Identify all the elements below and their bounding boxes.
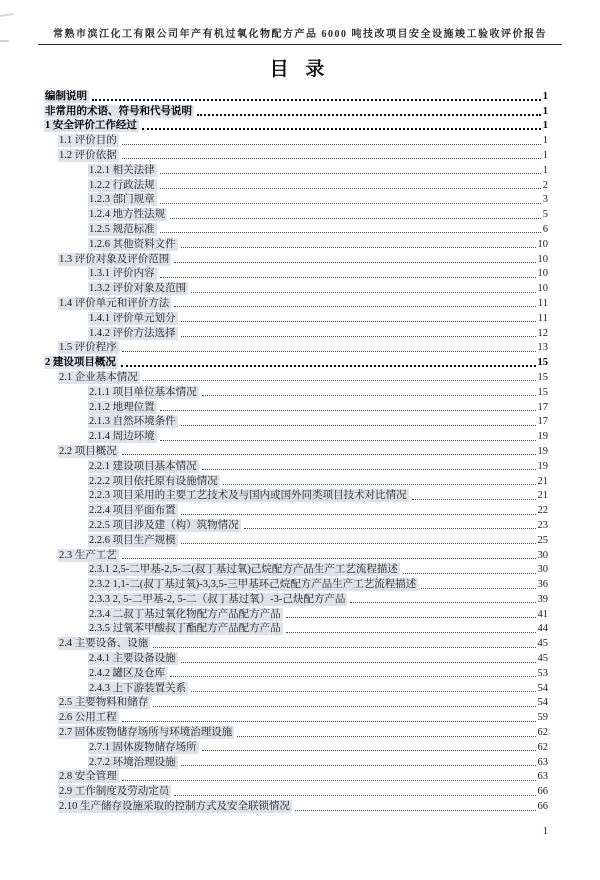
toc-entry	[44, 428, 548, 443]
toc-entry-label: 2.4.3 上下游装置关系	[89, 682, 187, 694]
dot-leader	[160, 440, 536, 441]
dot-leader	[174, 795, 535, 796]
toc-entry-label: 2.5 主要物料和储存	[59, 697, 149, 709]
toc-entry-label: 1 安全评价工作经过	[45, 120, 137, 132]
toc-entry	[44, 606, 548, 621]
toc-entry	[44, 192, 548, 207]
toc-entry-page: 63	[537, 756, 548, 768]
dot-leader	[202, 750, 536, 751]
dot-leader	[122, 721, 536, 722]
running-header-text: 常熟市滨江化工有限公司年产有机过氧化物配方产品 6000 吨技改项目安全设施竣工验收评价报告	[53, 29, 547, 40]
toc-entry	[44, 325, 548, 340]
toc-entry-label: 2.8 安全管理	[59, 771, 117, 783]
toc-entry-page: 1	[542, 105, 548, 117]
toc-entry-label: 2.4.2 罐区及仓库	[89, 667, 166, 679]
toc-entry-page: 22	[537, 505, 548, 517]
toc-entry-label: 2.3 生产工艺	[59, 549, 117, 561]
toc-entry-page: 62	[537, 727, 548, 739]
toc-entry	[44, 562, 548, 577]
toc-entry-page: 36	[537, 579, 548, 591]
dot-leader	[295, 810, 536, 811]
toc-entry-label: 2.6 公用工程	[59, 712, 117, 724]
toc-entry	[44, 266, 548, 281]
toc-entry	[44, 295, 548, 310]
toc-entry-page: 11	[537, 297, 548, 309]
toc-entry	[44, 414, 548, 429]
dot-leader	[181, 247, 536, 248]
toc-entry-page: 54	[537, 682, 548, 694]
dot-leader	[160, 188, 541, 189]
toc-entry-label: 1.2.1 相关法律	[89, 164, 155, 176]
toc-entry	[44, 591, 548, 606]
toc-entry-page: 1	[542, 90, 548, 102]
toc-entry-page: 1	[542, 120, 548, 132]
dot-leader	[122, 351, 536, 352]
dot-leader	[403, 573, 536, 574]
toc-entry-label: 1.4.2 评价方法选择	[89, 327, 176, 339]
toc-entry-page: 13	[537, 342, 548, 354]
toc-entry-page: 45	[537, 638, 548, 650]
toc-title: 目 录	[269, 59, 331, 80]
toc-entry-label: 2.9 工作制度及劳动定员	[59, 786, 170, 798]
toc-list	[44, 88, 548, 813]
dot-leader	[412, 499, 536, 500]
toc-entry-label: 2.7 固体废物储存场所与环境治理设施	[59, 727, 233, 739]
dot-leader	[191, 691, 535, 692]
toc-entry-label: 2.2 项目概况	[59, 445, 117, 457]
toc-entry	[44, 221, 548, 236]
toc-entry-label: 1.2.3 部门规章	[89, 194, 155, 206]
toc-entry-page: 45	[537, 653, 548, 665]
page-number: 1	[542, 826, 548, 837]
toc-entry	[44, 754, 548, 769]
toc-entry	[44, 88, 548, 103]
toc-entry-label: 编制说明	[45, 90, 87, 102]
dot-leader	[237, 736, 535, 737]
dot-leader	[421, 588, 535, 589]
toc-entry	[44, 280, 548, 295]
dot-leader	[286, 632, 536, 633]
dot-leader	[153, 647, 535, 648]
toc-entry-label: 2.2.2 项目依托原有设施情况	[89, 475, 218, 487]
dot-leader	[122, 454, 536, 455]
toc-entry-page: 25	[537, 534, 548, 546]
toc-entry-page: 2	[542, 179, 548, 191]
dot-leader	[191, 292, 535, 293]
toc-entry-page: 19	[537, 445, 548, 457]
toc-entry	[44, 103, 548, 118]
toc-entry-label: 2.2.1 建设项目基本情况	[89, 460, 197, 472]
toc-entry-page: 44	[537, 623, 548, 635]
toc-entry	[44, 695, 548, 710]
toc-entry-label: 2.2.3 项目采用的主要工艺技术及与国内或国外同类项目技术对比情况	[89, 490, 407, 502]
toc-entry-label: 1.4.1 评价单元划分	[89, 312, 176, 324]
toc-entry-label: 1.2.5 规范标准	[89, 223, 155, 235]
dot-leader	[181, 425, 536, 426]
dot-leader	[350, 602, 535, 603]
toc-entry-label: 2.2.6 项目生产规模	[89, 534, 176, 546]
toc-entry-page: 39	[537, 593, 548, 605]
toc-entry	[44, 517, 548, 532]
toc-entry	[44, 132, 548, 147]
toc-entry	[44, 473, 548, 488]
toc-entry	[44, 724, 548, 739]
toc-entry-page: 5	[542, 209, 548, 221]
toc-entry-label: 1.3.2 评价对象及范围	[89, 283, 187, 295]
toc-entry-page: 66	[537, 801, 548, 813]
toc-entry-label: 1.3 评价对象及评价范围	[59, 253, 170, 265]
dot-leader	[122, 144, 541, 145]
toc-entry-label: 1.2.4 地方性法规	[89, 209, 166, 221]
toc-entry-label: 2.1.1 项目单位基本情况	[89, 386, 197, 398]
toc-entry-label: 1.2.2 行政法规	[89, 179, 155, 191]
toc-entry	[44, 147, 548, 162]
toc-entry	[44, 650, 548, 665]
toc-entry-label: 2.3.1 2,5-二甲基-2,5-二(叔丁基过氧)己烷配方产品生产工艺流程描述	[89, 564, 398, 576]
toc-entry-page: 54	[537, 697, 548, 709]
toc-entry-page: 10	[537, 253, 548, 265]
toc-entry-page: 19	[537, 460, 548, 472]
toc-entry-page: 21	[537, 490, 548, 502]
toc-entry-page: 12	[537, 327, 548, 339]
dot-leader	[121, 365, 536, 367]
toc-entry	[44, 488, 548, 503]
dot-leader	[142, 128, 541, 130]
running-header	[38, 25, 562, 45]
dot-leader	[143, 380, 536, 381]
dot-leader	[160, 232, 541, 233]
toc-entry-page: 23	[537, 519, 548, 531]
toc-entry	[44, 236, 548, 251]
dot-leader	[122, 558, 536, 559]
toc-entry-label: 2.3.4 二叔丁基过氧化物配方产品配方产品	[89, 608, 281, 620]
toc-entry	[44, 783, 548, 798]
toc-entry-label: 2.7.1 固体废物储存场所	[89, 741, 197, 753]
toc-entry-label: 2.4 主要设备、设施	[59, 638, 149, 650]
toc-entry-label: 非常用的术语、符号和代号说明	[45, 105, 192, 117]
toc-entry-label: 2.3.3 2, 5-二甲基-2, 5-二（叔丁基过氧）-3-己炔配方产品	[89, 593, 346, 605]
toc-entry-page: 62	[537, 741, 548, 753]
toc-entry-page: 1	[542, 149, 548, 161]
toc-entry	[44, 709, 548, 724]
toc-entry	[44, 354, 548, 369]
toc-entry-label: 1.3.1 评价内容	[89, 268, 155, 280]
toc-entry	[44, 769, 548, 784]
toc-entry-page: 15	[537, 357, 548, 369]
toc-entry-page: 10	[537, 283, 548, 295]
toc-entry	[44, 532, 548, 547]
dot-leader	[122, 158, 541, 159]
dot-leader	[174, 262, 535, 263]
toc-entry-label: 2.7.2 环境治理设施	[89, 756, 176, 768]
toc-entry-label: 2.1.2 地理位置	[89, 401, 155, 413]
toc-entry	[44, 310, 548, 325]
toc-entry	[44, 118, 548, 133]
dot-leader	[223, 484, 536, 485]
dot-leader	[160, 203, 541, 204]
toc-entry-page: 66	[537, 786, 548, 798]
toc-entry-label: 2.1.3 自然环境条件	[89, 416, 176, 428]
toc-entry	[44, 340, 548, 355]
toc-entry-label: 2.2.4 项目平面布置	[89, 505, 176, 517]
toc-entry	[44, 576, 548, 591]
dot-leader	[174, 306, 536, 307]
toc-entry-page: 30	[537, 549, 548, 561]
toc-entry-page: 6	[542, 223, 548, 235]
toc-entry	[44, 458, 548, 473]
dot-leader	[244, 528, 536, 529]
toc-entry-label: 1.2 评价依据	[59, 149, 117, 161]
dot-leader	[181, 514, 536, 515]
toc-entry	[44, 665, 548, 680]
scan-artifact	[0, 13, 14, 17]
toc-entry-label: 1.2.6 其他资料文件	[89, 238, 176, 250]
toc-entry	[44, 680, 548, 695]
dot-leader	[181, 662, 536, 663]
dot-leader	[170, 676, 535, 677]
dot-leader	[160, 173, 541, 174]
toc-entry-label: 1.1 评价目的	[59, 135, 117, 147]
toc-entry	[44, 162, 548, 177]
toc-entry-page: 10	[537, 238, 548, 250]
toc-entry-label: 2 建设项目概况	[45, 357, 116, 369]
toc-entry-page: 41	[537, 608, 548, 620]
dot-leader	[160, 277, 536, 278]
toc-entry-label: 2.10 生产储存设施采取的控制方式及安全联锁情况	[59, 801, 290, 813]
toc-entry	[44, 251, 548, 266]
toc-entry-page: 1	[542, 135, 548, 147]
toc-entry-page: 53	[537, 667, 548, 679]
dot-leader	[202, 469, 536, 470]
scan-artifact	[0, 40, 9, 42]
toc-entry-label: 2.3.5 过氧苯甲酸叔丁酯配方产品配方产品	[89, 623, 281, 635]
dot-leader	[202, 395, 536, 396]
toc-entry-label: 1.5 评价程序	[59, 342, 117, 354]
toc-entry	[44, 177, 548, 192]
toc-entry-page: 10	[537, 268, 548, 280]
toc-entry	[44, 443, 548, 458]
toc-entry-label: 2.2.5 项目涉及建（构）筑物情况	[89, 519, 239, 531]
dot-leader	[181, 765, 536, 766]
dot-leader	[181, 336, 536, 337]
dot-leader	[92, 99, 541, 101]
toc-entry-page: 15	[537, 371, 548, 383]
toc-entry-page: 3	[542, 194, 548, 206]
toc-entry-page: 15	[537, 386, 548, 398]
toc-entry-label: 1.4 评价单元和评价方法	[59, 297, 170, 309]
toc-entry	[44, 635, 548, 650]
toc-entry-page: 21	[537, 475, 548, 487]
dot-leader	[122, 780, 536, 781]
toc-entry-page: 11	[537, 312, 548, 324]
toc-entry-page: 19	[537, 431, 548, 443]
toc-entry	[44, 399, 548, 414]
toc-entry	[44, 384, 548, 399]
toc-entry	[44, 739, 548, 754]
toc-entry-page: 30	[537, 564, 548, 576]
toc-entry	[44, 502, 548, 517]
toc-entry-page: 59	[537, 712, 548, 724]
dot-leader	[181, 543, 536, 544]
dot-leader	[153, 706, 535, 707]
toc-entry	[44, 206, 548, 221]
toc-entry-label: 2.4.1 主要设备设施	[89, 653, 176, 665]
toc-entry	[44, 621, 548, 636]
dot-leader	[170, 218, 541, 219]
toc-entry-page: 1	[542, 164, 548, 176]
toc-entry-page: 17	[537, 416, 548, 428]
dot-leader	[286, 617, 536, 618]
dot-leader	[197, 114, 541, 116]
toc-entry-label: 2.1 企业基本情况	[59, 371, 138, 383]
toc-entry-label: 2.1.4 周边环境	[89, 431, 155, 443]
toc-entry-label: 2.3.2 1,1-二(叔丁基过氧)-3,3,5-三甲基环己烷配方产品生产工艺流程描述	[89, 579, 417, 591]
toc-entry-page: 63	[537, 771, 548, 783]
dot-leader	[181, 321, 536, 322]
toc-entry	[44, 547, 548, 562]
toc-entry-page: 17	[537, 401, 548, 413]
toc-entry	[44, 798, 548, 813]
toc-entry	[44, 369, 548, 384]
dot-leader	[160, 410, 536, 411]
